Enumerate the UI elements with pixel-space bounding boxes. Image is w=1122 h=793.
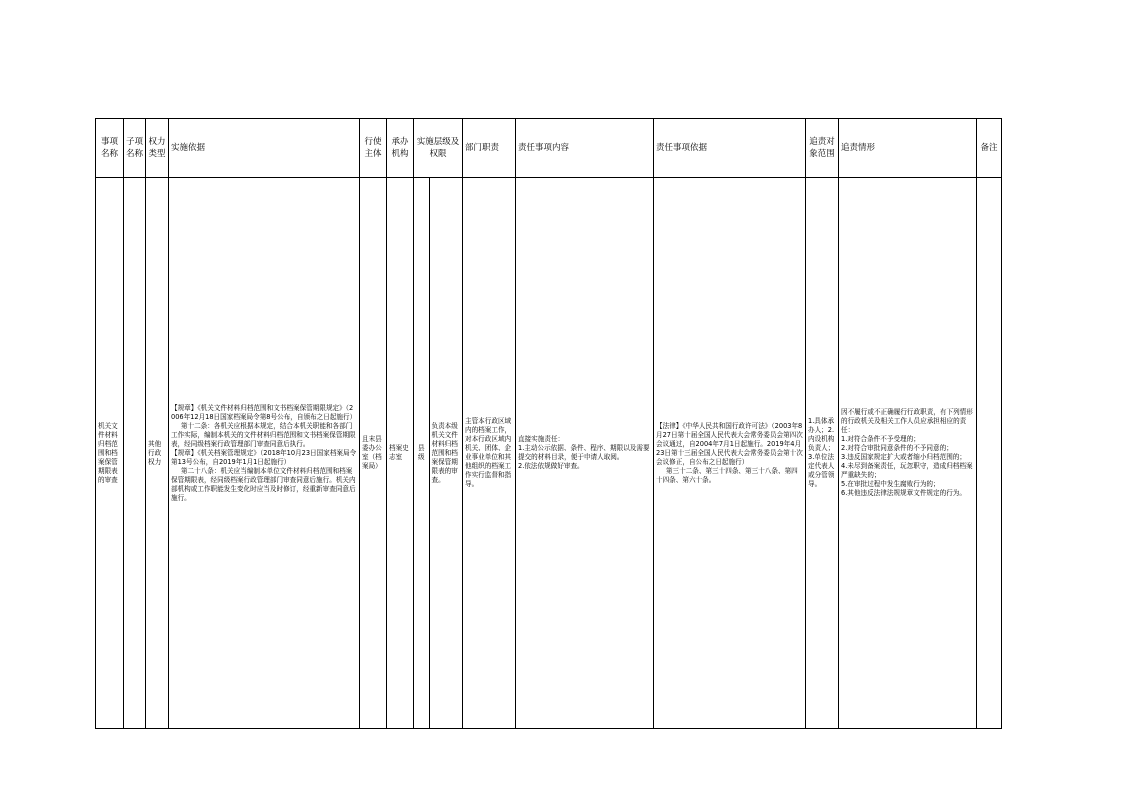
level-desc: 负责本级机关文件材料归档范围和档案保管期限表的审查。 — [431, 421, 458, 484]
situation-line: 2.对符合审批同意条件的不予同意的； — [841, 444, 953, 452]
situation-line: 1.对符合条件不予受理的； — [841, 435, 920, 443]
sub-item-cell — [124, 178, 146, 729]
basis-cell — [169, 178, 360, 729]
basis-line: 【规章】《机关档案管理规定》（2018年10月23日国家档案局令第13号公布，自2019年1月1日起施行） — [171, 448, 357, 466]
header-scope: 追责对象范围 — [806, 119, 839, 178]
basis-line: 第十二条：各机关应根据本规定，结合本机关职能和各部门工作实际，编制本机关的文件材料归档范围和文书档案保管期限表，经同级档案行政管理部门审查同意后执行。 — [171, 421, 356, 448]
header-item-name: 事项名称 — [96, 119, 124, 178]
header-situations: 追责情形 — [839, 119, 977, 178]
organ-cell: 档案史志室 — [387, 178, 414, 729]
header-organ: 承办机构 — [387, 119, 414, 178]
header-basis: 实施依据 — [169, 119, 360, 178]
content-basis-line: 第三十二条、第三十四条、第三十八条、第四十四条、第六十条。 — [656, 466, 798, 484]
header-remark: 备注 — [977, 119, 1002, 178]
content-line: 2.依法依规做好审查。 — [518, 462, 584, 470]
level-value: 县级 — [414, 178, 429, 728]
situation-line: 3.违反国家规定扩大或者缩小归档范围的； — [841, 453, 966, 461]
basis-line: 【规章】《机关文件材料归档范围和文书档案保管期限规定》（2006年12月18日国家档案局令第8号公布，自颁布之日起施行） — [171, 403, 357, 421]
subject-cell: 且末县委办公室（档案局） — [360, 178, 387, 729]
header-subject: 行使主体 — [360, 119, 387, 178]
situation-line: 因不履行或不正确履行行政职责，有下列情形的行政机关及相关工作人员应承担相应的责任： — [841, 408, 973, 434]
situation-line: 6.其他违反法律法规规章文件规定的行为。 — [841, 489, 966, 497]
remark-cell — [977, 178, 1002, 729]
situation-line: 4.未尽到备案责任，玩忽职守，造成归档档案严重缺失的； — [841, 462, 973, 479]
item-name-cell: 机关文件材料归档范围和档案保管期限表的审查 — [96, 178, 124, 729]
header-row — [96, 119, 1002, 178]
header-power-type: 权力类型 — [146, 119, 169, 178]
content-basis-cell — [654, 178, 806, 729]
header-level: 实施层级及权限 — [414, 119, 463, 178]
content-cell — [516, 178, 654, 729]
header-sub-item: 子项名称 — [124, 119, 146, 178]
content-line: 直接实施责任： — [518, 435, 565, 443]
situations-cell — [839, 178, 977, 729]
situation-line: 5.在审批过程中发生腐败行为的； — [841, 480, 940, 488]
responsibility-table — [95, 118, 1002, 729]
header-duty: 部门职责 — [463, 119, 516, 178]
header-content-basis: 责任事项依据 — [654, 119, 806, 178]
power-type-cell: 其他行政权力 — [146, 178, 169, 729]
table-row — [96, 178, 1002, 729]
content-basis-line: 【法律】《中华人民共和国行政许可法》（2003年8月27日第十届全国人民代表大会常务委员会第四次会议通过，自2004年7月1日起施行。2019年4月23日第十三届全国人民代表大会常务委员会第十次会议修正，自公布之日起施行） — [656, 421, 803, 466]
scope-cell: 1.具体承办人；2.内设机构负责人；3.单位法定代表人或分管领导。 — [806, 178, 839, 729]
level-cell — [414, 178, 463, 729]
header-content: 责任事项内容 — [516, 119, 654, 178]
level-subtable — [414, 178, 462, 728]
basis-line: 第二十八条：机关应当编制本单位文件材料归档范围和档案保管期限表，经同级档案行政管理部门审查同意后施行。机关内部机构或工作职能发生变化时应当及时修订，经重新审查同意后施行。 — [171, 466, 356, 502]
duty-cell: 主管本行政区域内的档案工作，对本行政区域内机关、团体、企业事业单位和其他组织的档案工作实行监督和指导。 — [463, 178, 516, 729]
content-line: 1.主动公示依据、条件、程序、期限以及需要提交的材料目录，便于申请人取阅。 — [518, 444, 650, 461]
